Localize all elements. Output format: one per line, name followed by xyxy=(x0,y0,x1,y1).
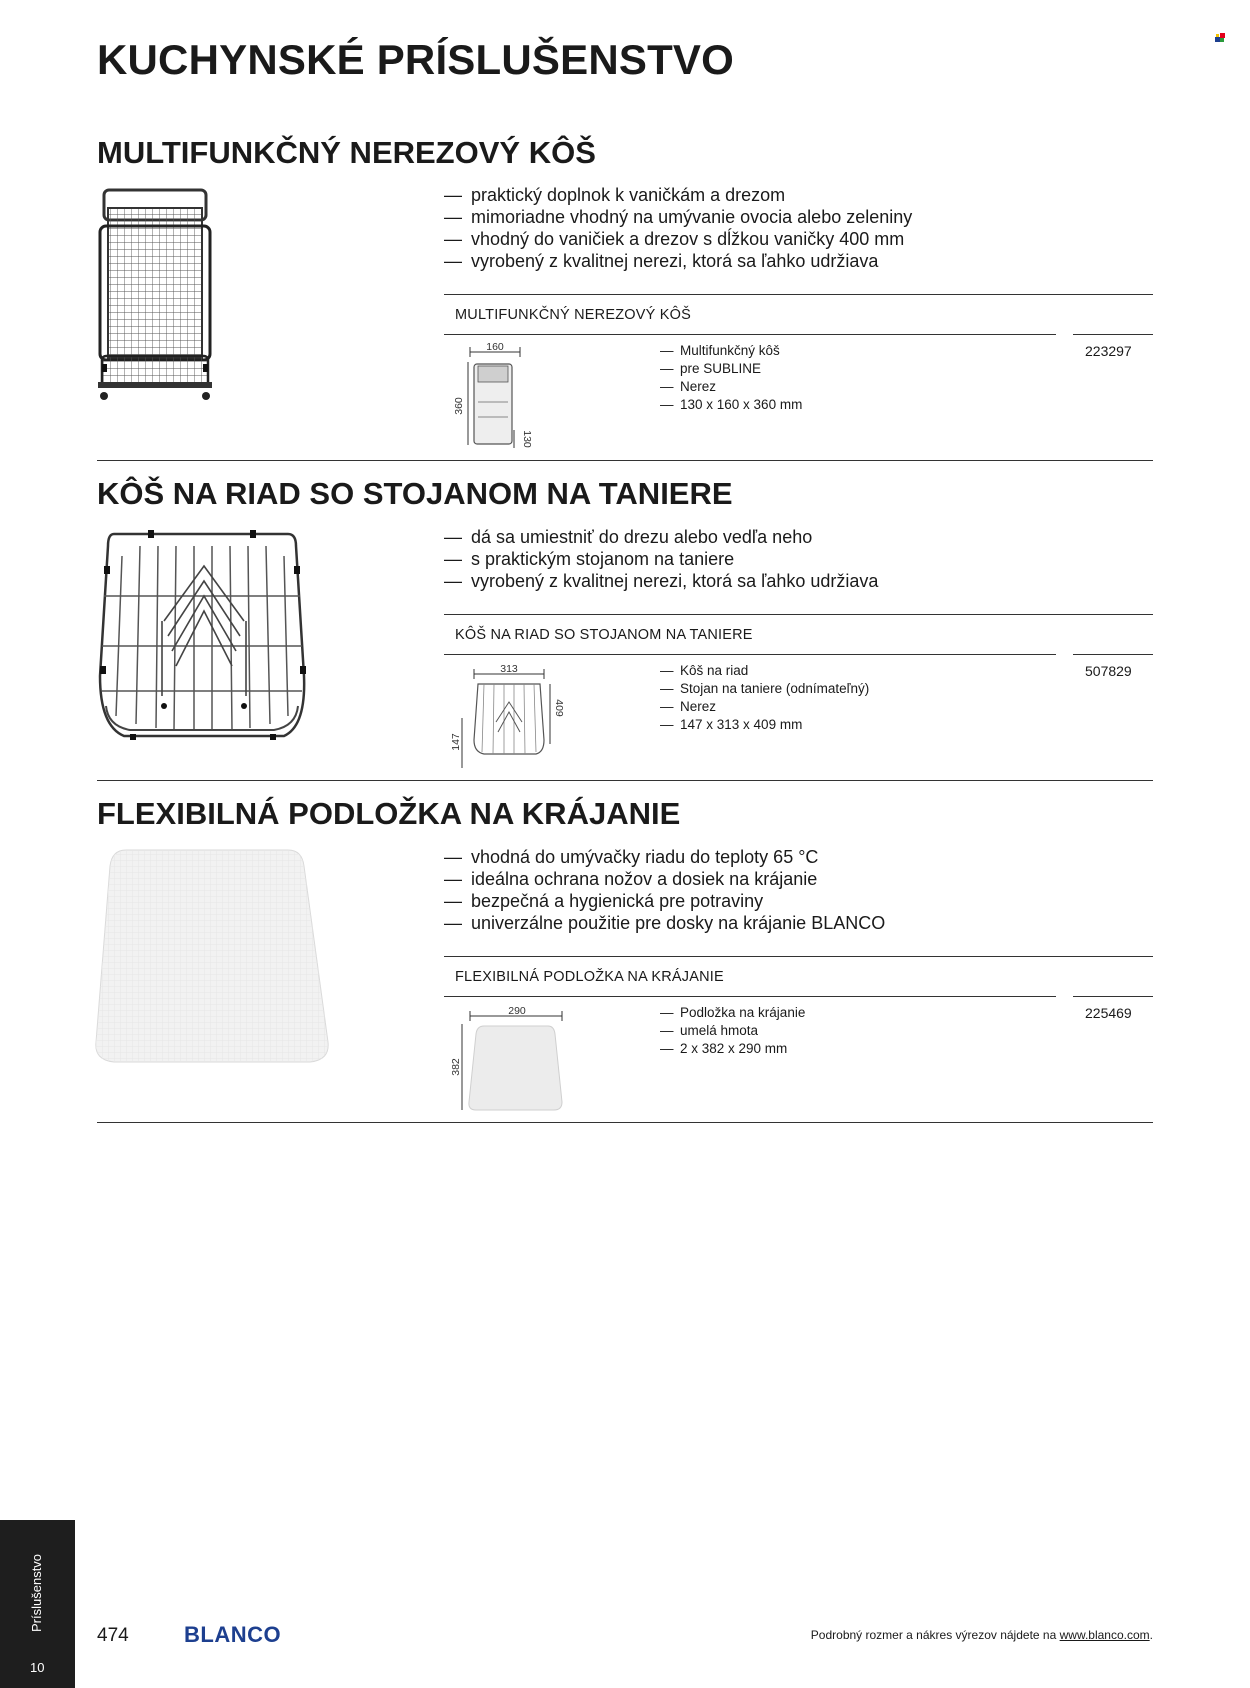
divider xyxy=(444,334,1056,335)
spec-title: FLEXIBILNÁ PODLOŽKA NA KRÁJANIE xyxy=(455,969,724,985)
spec-item: — 130 x 160 x 360 mm xyxy=(660,396,802,414)
product-code: 223297 xyxy=(1085,343,1132,359)
spec-item: — Nerez xyxy=(660,378,802,396)
spec-item: — Nerez xyxy=(660,698,869,716)
side-tab-number: 10 xyxy=(30,1660,45,1675)
footer-end: . xyxy=(1149,1628,1153,1642)
footer-link[interactable]: www.blanco.com xyxy=(1059,1628,1150,1642)
side-tab-label: Príslušenstvo xyxy=(29,1553,44,1632)
spec-list-cutting-mat xyxy=(660,1004,805,1058)
feature-item: — vhodný do vaničiek a drezov s dĺžkou vaničky 400 mm xyxy=(444,228,912,250)
page-number: 474 xyxy=(97,1625,129,1646)
feature-item: — univerzálne použitie pre dosky na krájanie BLANCO xyxy=(444,912,885,934)
cutting-mat-dimension-drawing xyxy=(448,1004,568,1116)
feature-item: — vyrobený z kvalitnej nerezi, ktorá sa ľahko udržiava xyxy=(444,570,878,592)
spec-item: — umelá hmota xyxy=(660,1022,805,1040)
spec-item: — Multifunkčný kôš xyxy=(660,342,802,360)
product-code: 225469 xyxy=(1085,1005,1132,1021)
dish-basket-image xyxy=(94,526,310,748)
feature-item: — s praktickým stojanom na taniere xyxy=(444,548,878,570)
dimension-label: 360 xyxy=(453,397,465,415)
divider xyxy=(444,614,1153,615)
spec-title: KÔŠ NA RIAD SO STOJANOM NA TANIERE xyxy=(455,627,753,643)
product-code: 507829 xyxy=(1085,663,1132,679)
footer-text: Podrobný rozmer a nákres výrezov nájdete na xyxy=(810,1628,1057,1642)
corner-logo-icon xyxy=(1215,33,1225,43)
feature-item: — mimoriadne vhodný na umývanie ovocia alebo zeleniny xyxy=(444,206,912,228)
feature-item: — bezpečná a hygienická pre potraviny xyxy=(444,890,885,912)
feature-item: — vhodná do umývačky riadu do teploty 65 °C xyxy=(444,846,885,868)
footer-note xyxy=(811,1628,1153,1642)
divider xyxy=(444,294,1153,295)
section-title-multifunction-basket: MULTIFUNKČNÝ NEREZOVÝ KÔŠ xyxy=(97,135,596,170)
feature-item: — ideálna ochrana nožov a dosiek na krájanie xyxy=(444,868,885,890)
multifunction-basket-image xyxy=(96,186,214,406)
divider xyxy=(444,996,1056,997)
spec-list-multifunction-basket xyxy=(660,342,802,414)
features-list-multifunction-basket xyxy=(444,184,912,272)
spec-item: — 147 x 313 x 409 mm xyxy=(660,716,869,734)
dimension-label: 313 xyxy=(500,663,518,675)
feature-item: — dá sa umiestniť do drezu alebo vedľa neho xyxy=(444,526,878,548)
dimension-label: 409 xyxy=(553,699,565,717)
page-title: KUCHYNSKÉ PRÍSLUŠENSTVO xyxy=(97,36,735,83)
blanco-logo: BLANCO xyxy=(184,1622,282,1647)
dish-basket-dimension-drawing xyxy=(448,662,565,770)
divider xyxy=(1073,654,1153,655)
dimension-label: 147 xyxy=(450,733,462,751)
divider xyxy=(97,780,1153,781)
spec-item: — pre SUBLINE xyxy=(660,360,802,378)
multifunction-basket-dimension-drawing xyxy=(448,342,544,450)
divider xyxy=(444,956,1153,957)
spec-title: MULTIFUNKČNÝ NEREZOVÝ KÔŠ xyxy=(455,307,691,323)
divider xyxy=(97,1122,1153,1123)
dimension-label: 382 xyxy=(450,1058,462,1076)
divider xyxy=(97,460,1153,461)
dimension-label: 290 xyxy=(508,1005,526,1017)
feature-item: — praktický doplnok k vaničkám a drezom xyxy=(444,184,912,206)
section-title-dish-basket: KÔŠ NA RIAD SO STOJANOM NA TANIERE xyxy=(97,476,733,511)
features-list-dish-basket xyxy=(444,526,878,592)
dimension-label: 160 xyxy=(486,341,504,353)
dimension-label: 130 xyxy=(521,430,533,448)
divider xyxy=(1073,996,1153,997)
features-list-cutting-mat xyxy=(444,846,885,934)
spec-item: — Podložka na krájanie xyxy=(660,1004,805,1022)
spec-list-dish-basket xyxy=(660,662,869,734)
divider xyxy=(1073,334,1153,335)
spec-item: — Stojan na taniere (odnímateľný) xyxy=(660,680,869,698)
section-title-cutting-mat: FLEXIBILNÁ PODLOŽKA NA KRÁJANIE xyxy=(97,796,681,831)
spec-item: — Kôš na riad xyxy=(660,662,869,680)
cutting-mat-image xyxy=(96,848,330,1066)
divider xyxy=(444,654,1056,655)
feature-item: — vyrobený z kvalitnej nerezi, ktorá sa ľahko udržiava xyxy=(444,250,912,272)
spec-item: — 2 x 382 x 290 mm xyxy=(660,1040,805,1058)
